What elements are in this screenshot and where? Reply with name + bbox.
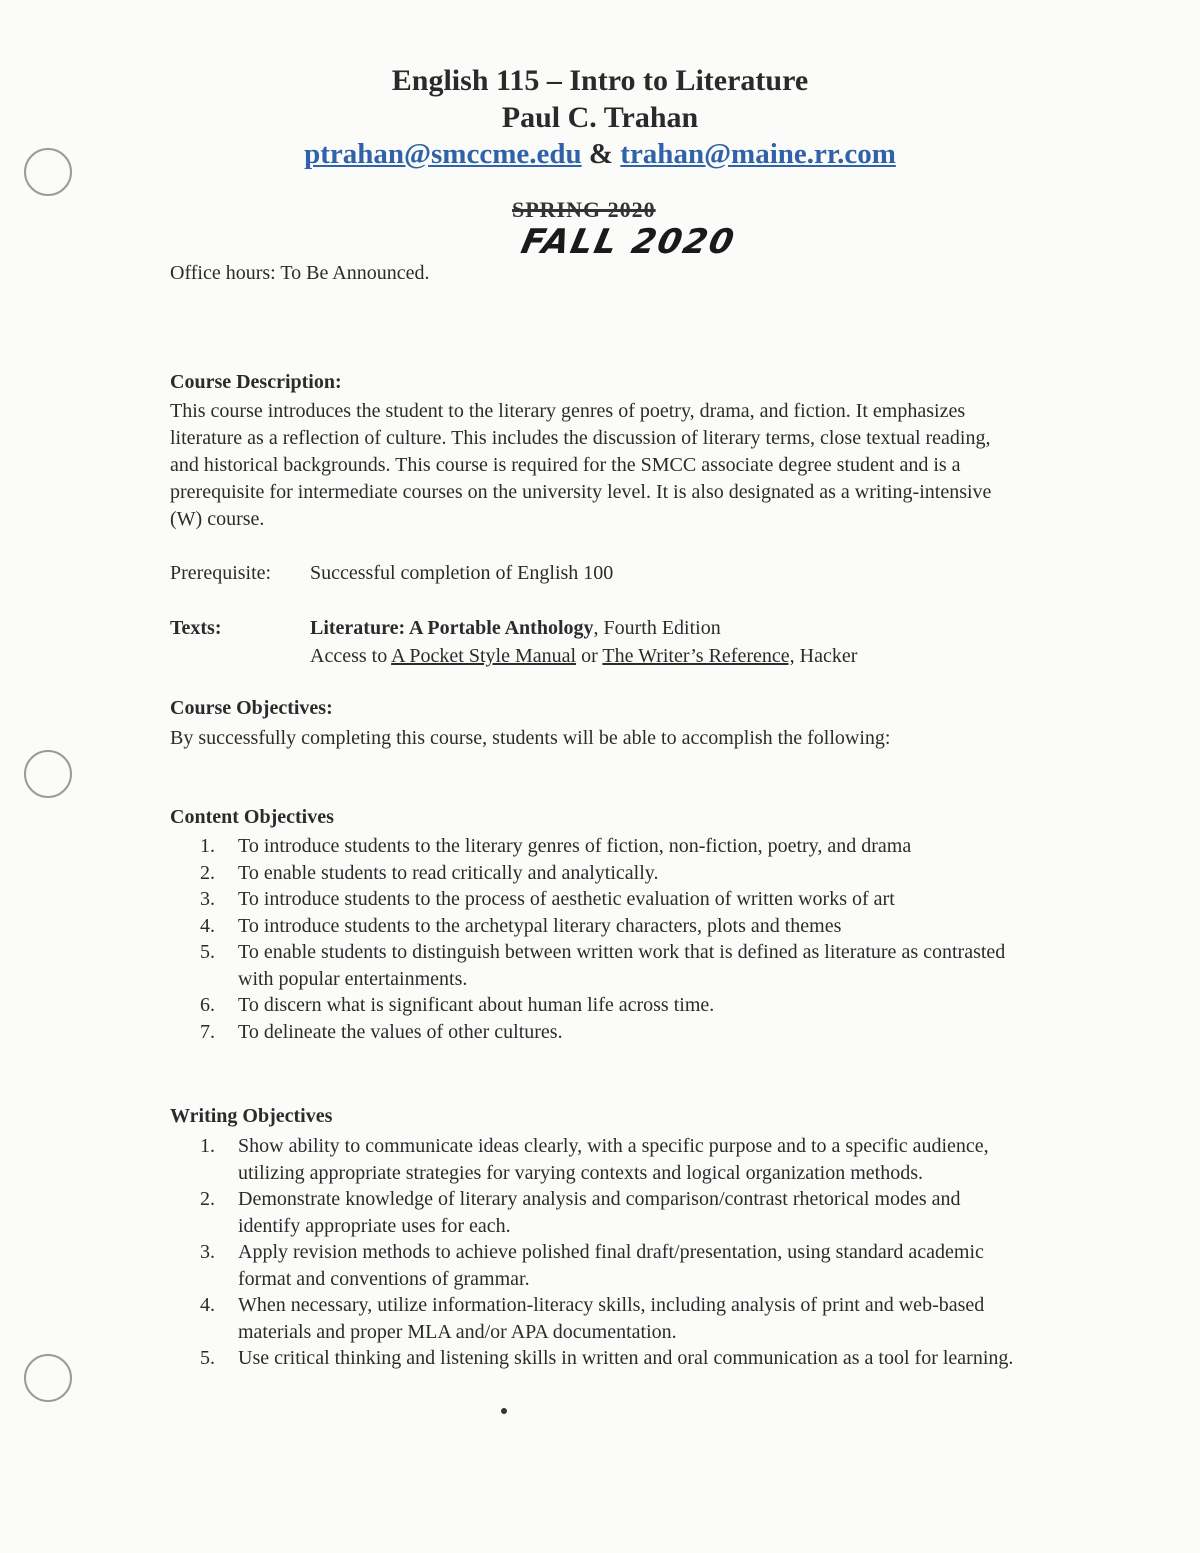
course-objectives-text: By successfully completing this course, students will be able to accomplish the following: bbox=[170, 727, 891, 749]
or-text: or bbox=[576, 645, 603, 667]
list-item: 4. When necessary, utilize information-literacy skills, including analysis of print and web-based materials and proper MLA and/or APA documentation. bbox=[200, 1294, 985, 1343]
content-objectives-heading: Content Objectives bbox=[170, 806, 334, 828]
list-item: 2. Demonstrate knowledge of literary analysis and comparison/contrast rhetorical modes and identify appropriate uses for each. bbox=[200, 1188, 961, 1237]
punch-hole bbox=[24, 1354, 72, 1402]
list-item: 5. Use critical thinking and listening skills in written and oral communication as a tool for learning. bbox=[200, 1347, 1014, 1369]
writing-objectives-list bbox=[200, 1133, 1020, 1372]
course-title: English 115 – Intro to Literature bbox=[391, 64, 809, 97]
instructor-name: Paul C. Trahan bbox=[501, 101, 699, 134]
list-item: 1. Show ability to communicate ideas clearly, with a specific purpose and to a specific audience, utilizing appropriate strategies for varying contexts and logical organization methods. bbox=[200, 1135, 989, 1184]
book-edition: , Fourth Edition bbox=[593, 617, 721, 639]
list-item: 4. To introduce students to the archetypal literary characters, plots and themes bbox=[200, 914, 842, 937]
ink-speck bbox=[501, 1408, 507, 1414]
prerequisite-label: Prerequisite: bbox=[170, 562, 272, 584]
office-hours: Office hours: To Be Announced. bbox=[170, 262, 430, 284]
course-objectives-heading: Course Objectives: bbox=[170, 697, 333, 719]
list-item: 3. To introduce students to the process of aesthetic evaluation of written works of art bbox=[200, 888, 895, 910]
texts-access-row bbox=[310, 645, 857, 668]
list-item: 6. To discern what is significant about human life across time. bbox=[200, 994, 715, 1016]
reference-writers-reference: The Writer’s Reference, bbox=[602, 645, 795, 667]
punch-hole bbox=[24, 750, 72, 798]
texts-row bbox=[170, 617, 721, 640]
list-item: 5. To enable students to distinguish between written work that is defined as literature as contrasted with popular entertainments. bbox=[200, 941, 1006, 990]
prerequisite-row bbox=[170, 562, 613, 585]
list-item: 2. To enable students to read critically and analytically. bbox=[200, 861, 659, 884]
prerequisite-value: Successful completion of English 100 bbox=[310, 562, 614, 584]
contact-emails bbox=[0, 138, 1200, 171]
writing-objectives-heading: Writing Objectives bbox=[170, 1105, 333, 1127]
course-description-text: This course introduces the student to the literary genres of poetry, drama, and fiction. It emphasizes literature as a reflection of culture. This includes the discussion of literary terms, close textual reading, and historical backgrounds. This course is required for the SMCC associate degree student and is a prerequisite for intermediate courses on the university level. It is also designated as a writing-intensive (W) course. bbox=[170, 400, 992, 530]
email-link-smcc[interactable]: ptrahan@smccme.edu bbox=[304, 138, 582, 170]
list-item: 3. Apply revision methods to achieve polished final draft/presentation, using standard academic format and conventions of grammar. bbox=[200, 1241, 984, 1290]
texts-label: Texts: bbox=[170, 617, 222, 639]
access-prefix: Access to bbox=[310, 645, 392, 667]
list-item: 7. To delineate the values of other cultures. bbox=[200, 1020, 563, 1043]
struck-term: SPRING 2020 bbox=[512, 197, 656, 222]
handwritten-term: FALL 2020 bbox=[517, 222, 740, 262]
ampersand: & bbox=[588, 138, 614, 170]
book-title: Literature: A Portable Anthology bbox=[310, 617, 594, 639]
author-name: Hacker bbox=[794, 645, 858, 667]
reference-pocket-style-manual: A Pocket Style Manual bbox=[391, 645, 577, 667]
email-link-maine[interactable]: trahan@maine.rr.com bbox=[620, 138, 896, 170]
course-description-heading: Course Description: bbox=[170, 371, 342, 393]
content-objectives-list bbox=[200, 833, 1020, 1045]
list-item: 1. To introduce students to the literary genres of fiction, non-fiction, poetry, and drama bbox=[200, 835, 912, 857]
